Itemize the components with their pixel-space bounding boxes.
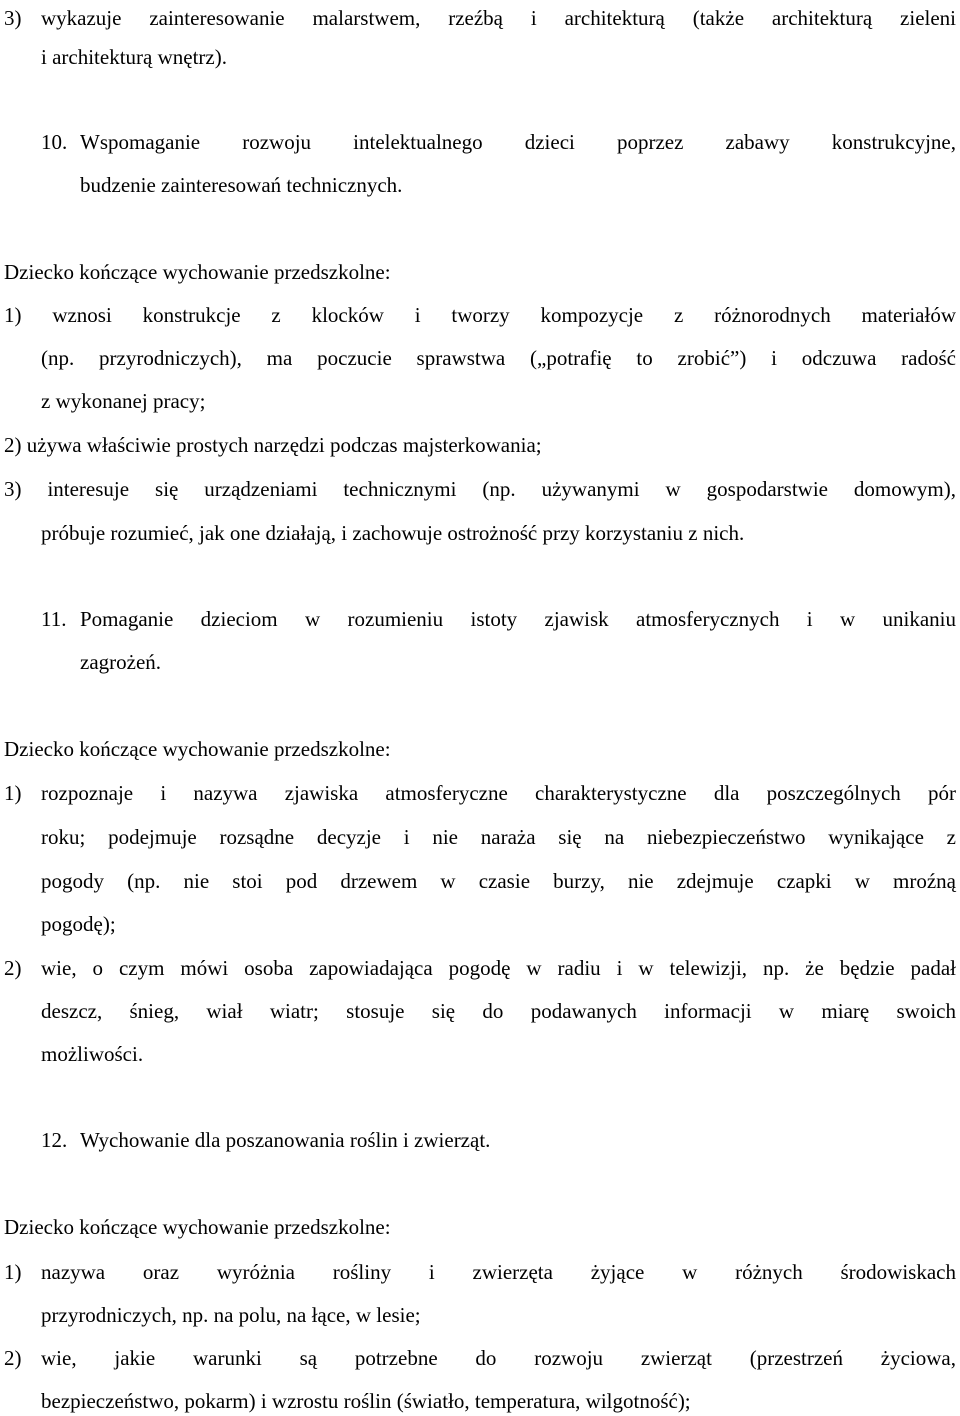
list-item-text-line: pogodę); xyxy=(41,912,116,936)
list-item-text-line: wie, jakie warunki są potrzebne do rozwoju zwierząt (przestrzeń życiowa, xyxy=(41,1346,956,1370)
list-item-text-line: 2) używa właściwie prostych narzędzi podczas majsterkowania; xyxy=(4,433,542,457)
list-item-text-line: 3) interesuje się urządzeniami technicznymi (np. używanymi w gospodarstwie domowym), xyxy=(4,477,956,501)
list-item-text-line: i architekturą wnętrz). xyxy=(41,45,227,69)
section-number: 10. xyxy=(41,130,68,154)
list-item-text-line: wie, o czym mówi osoba zapowiadająca pogodę w radiu i w telewizji, np. że będzie padał xyxy=(41,956,956,980)
list-item-text-line: deszcz, śnieg, wiał wiatr; stosuje się do podawanych informacji w miarę swoich xyxy=(41,999,956,1023)
paragraph-heading: Dziecko kończące wychowanie przedszkolne: xyxy=(4,737,391,761)
list-item-number: 2) xyxy=(4,956,22,980)
list-item-text-line: próbuje rozumieć, jak one działają, i zachowuje ostrożność przy korzystaniu z nich. xyxy=(41,521,745,545)
section-title-line: zagrożeń. xyxy=(80,650,162,674)
list-item-number: 2) xyxy=(4,1346,22,1370)
list-item-text-line: pogody (np. nie stoi pod drzewem w czasie burzy, nie zdejmuje czapki w mroźną xyxy=(41,869,956,893)
list-item-text-line: z wykonanej pracy; xyxy=(41,389,206,413)
section-title-line: Wychowanie dla poszanowania roślin i zwierząt. xyxy=(80,1128,491,1152)
list-item-text-line: przyrodniczych, np. na polu, na łące, w lesie; xyxy=(41,1303,421,1327)
list-item-text-line: rozpoznaje i nazywa zjawiska atmosferyczne charakterystyczne dla poszczególnych pór xyxy=(41,781,956,805)
section-number: 11. xyxy=(41,607,67,631)
list-item-text-line: (np. przyrodniczych), ma poczucie sprawstwa („potrafię to zrobić”) i odczuwa radość xyxy=(41,346,956,370)
list-item-number: 3) xyxy=(4,6,22,30)
list-item-number: 1) xyxy=(4,1260,22,1284)
section-title-line: Wspomaganie rozwoju intelektualnego dzieci poprzez zabawy konstrukcyjne, xyxy=(80,130,956,154)
list-item-number: 1) xyxy=(4,781,22,805)
list-item-text-line: roku; podejmuje rozsądne decyzje i nie naraża się na niebezpieczeństwo wynikające z xyxy=(41,825,956,849)
list-item-text-line: bezpieczeństwo, pokarm) i wzrostu roślin (światło, temperatura, wilgotność); xyxy=(41,1389,691,1413)
list-item-text-line: możliwości. xyxy=(41,1042,144,1066)
section-title-line: Pomaganie dzieciom w rozumieniu istoty zjawisk atmosferycznych i w unikaniu xyxy=(80,607,956,631)
section-number: 12. xyxy=(41,1128,68,1152)
paragraph-heading: Dziecko kończące wychowanie przedszkolne: xyxy=(4,260,391,284)
list-item-text-line: wykazuje zainteresowanie malarstwem, rzeźbą i architekturą (także architekturą zieleni xyxy=(41,6,956,30)
paragraph-heading: Dziecko kończące wychowanie przedszkolne: xyxy=(4,1215,391,1239)
section-title-line: budzenie zainteresowań technicznych. xyxy=(80,173,403,197)
list-item-text-line: nazywa oraz wyróżnia rośliny i zwierzęta żyjące w różnych środowiskach xyxy=(41,1260,956,1284)
list-item-text-line: 1) wznosi konstrukcje z klocków i tworzy kompozycje z różnorodnych materiałów xyxy=(4,303,956,327)
